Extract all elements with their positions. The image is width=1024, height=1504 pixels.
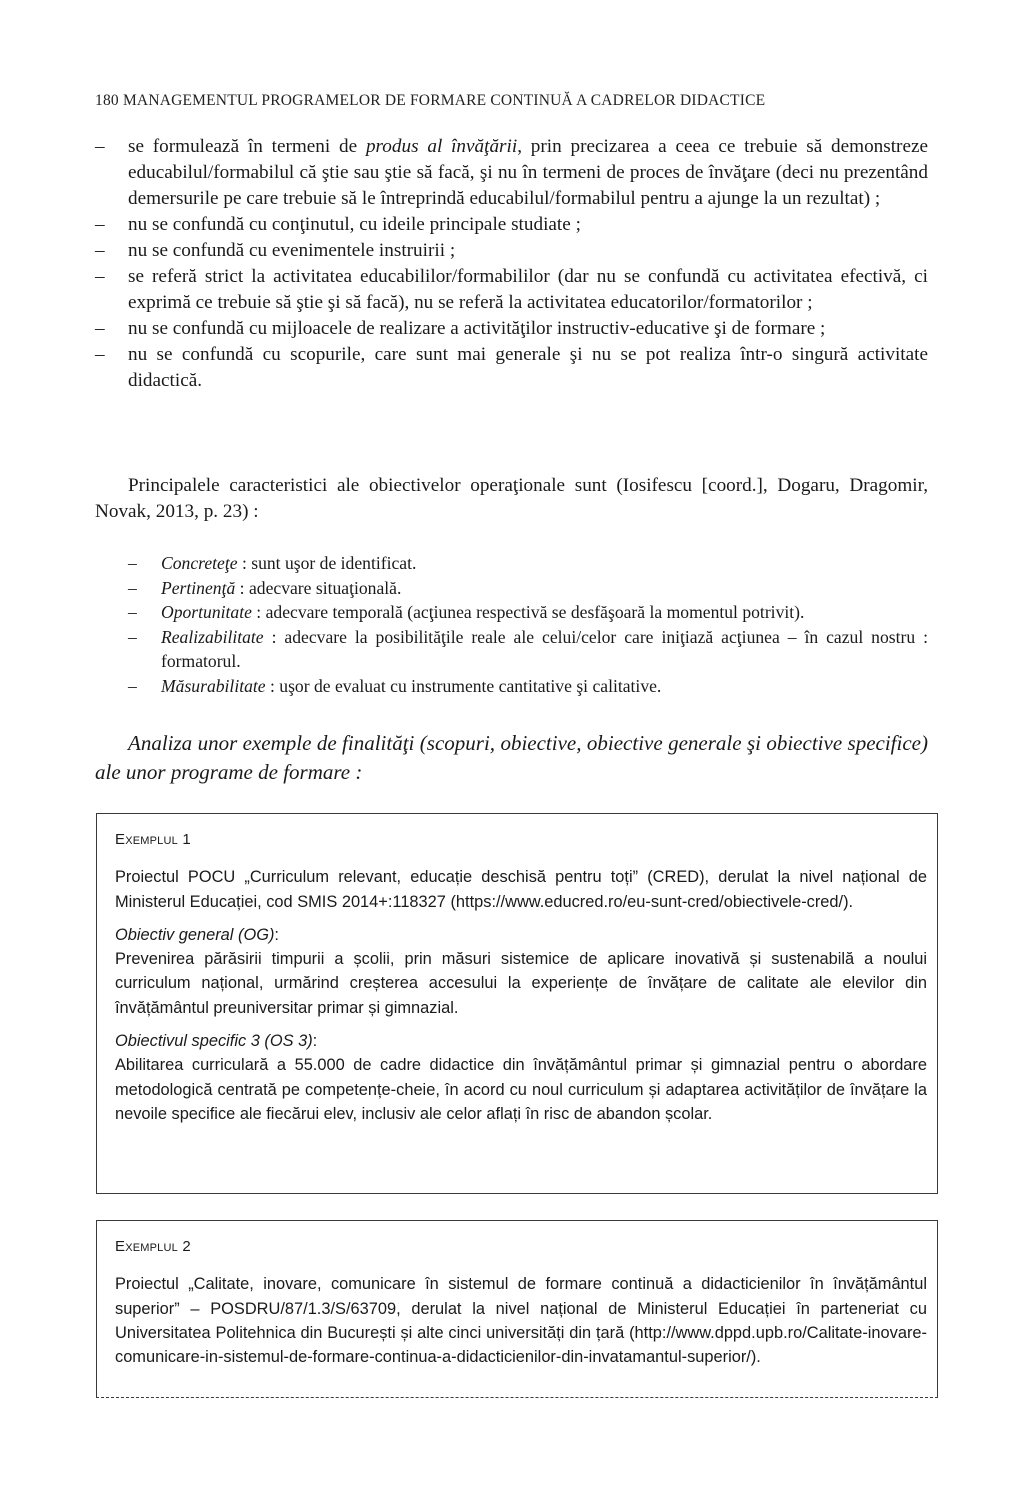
dash-bullet: –: [128, 602, 137, 622]
list-item-text: nu se confundă cu scopurile, care sunt mai generale şi nu se pot realiza într-o singură activitate didactică.: [128, 344, 928, 391]
list-item: [95, 600, 928, 625]
list-item: [95, 576, 928, 601]
dash-bullet: –: [128, 577, 137, 598]
separator: :: [237, 553, 252, 573]
list-item-emphasis: produs al învăţării: [365, 136, 518, 157]
list-item-text: se formulează în termeni de: [128, 136, 366, 157]
characteristic-term: Pertinenţă: [161, 577, 236, 598]
dash-bullet: –: [128, 553, 137, 573]
specific-objective-label: [115, 1029, 927, 1053]
list-item-text: nu se confundă cu conţinutul, cu ideile principale studiate ;: [128, 214, 581, 235]
characteristics-intro-block: [95, 473, 928, 525]
characteristic-description: adecvare temporală (acţiunea respectivă se desfăşoară la momentul potrivit).: [265, 602, 805, 622]
dash-bullet: –: [95, 136, 105, 157]
dash-bullet: –: [128, 626, 137, 647]
general-objective-label: [115, 923, 927, 947]
characteristic-description: adecvare la posibilităţile reale ale celui/celor care iniţiază acţiunea – în cazul nostru : formatorul.: [161, 626, 929, 671]
list-item: [95, 238, 928, 264]
separator: :: [235, 577, 249, 598]
list-item-text: se referă strict la activitatea educabililor/formabililor (dar nu se confundă cu activitatea efectivă, ci exprimă ce trebuie să ştie şi să facă), nu se referă la activitatea educatorilor/formatorilor ;: [128, 266, 928, 313]
list-item: [95, 134, 928, 212]
dash-bullet: –: [95, 318, 105, 339]
list-item-text: nu se confundă cu evenimentele instruirii ;: [128, 240, 456, 261]
characteristic-description: sunt uşor de identificat.: [251, 553, 417, 573]
list-item: [95, 212, 928, 238]
analysis-heading-block: [95, 729, 928, 787]
specific-objective-text: Abilitarea curriculară a 55.000 de cadre didactice din învățământul primar și gimnazial pentru o abordare metodologică centrată pe competențe-cheie, în acord cu noul curriculum și adaptarea activităților de învățare la nevoile specifice ale fiecărui elev, inclusiv ale celor aflați în risc de abandon școlar.: [115, 1056, 927, 1123]
characteristics-section: [95, 551, 928, 698]
example-description: Proiectul „Calitate, inovare, comunicare în sistemul de formare continuă a didacticienilor în învățământul superior” – POSDRU/87/1.3/S/63709, derulat la nivel național de Ministerul Educației în parteneriat cu Universitatea Politehnica din București și alte cinci universități din țară (http://www.dppd.upb.ro/Calitate-inovare-comunicare-in-sistemul-de-formare-continua-a-didacticienilor-din-invatamantul-superior/).: [115, 1275, 927, 1367]
list-item: [95, 316, 928, 342]
characteristic-description: uşor de evaluat cu instrumente cantitative şi calitative.: [279, 675, 662, 696]
separator: :: [251, 602, 266, 622]
example-box-1: [96, 813, 938, 1194]
characteristics-list: [95, 551, 928, 698]
general-objective-text: Prevenirea părăsirii timpurii a școlii, prin măsuri sistemice de aplicare inovativă și sustenabilă a noului curriculum național, urmărind creșterea accesului la experiențe de învățare de calitate ale elevilor din învățământul preuniversitar primar și gimnazial.: [115, 950, 927, 1017]
characteristic-term: Realizabilitate: [161, 626, 264, 647]
list-item-text: nu se confundă cu mijloacele de realizare a activităţilor instructiv-educative şi de formare ;: [128, 318, 826, 339]
criteria-list: [95, 134, 928, 394]
example-description: Proiectul POCU „Curriculum relevant, educație deschisă pentru toți” (CRED), derulat la nivel național de Ministerul Educației, cod SMIS 2014+:118327 (https://www.educred.ro/eu-sunt-cred/obiectivele-cred/).: [115, 868, 927, 911]
list-item: [95, 342, 928, 394]
criteria-section: [95, 134, 928, 394]
dash-bullet: –: [95, 266, 105, 287]
dash-bullet: –: [128, 675, 137, 696]
dash-bullet: –: [95, 344, 105, 365]
list-item: [95, 674, 928, 699]
characteristics-intro: Principalele caracteristici ale obiectivelor operaţionale sunt (Iosifescu [coord.], Dogaru, Dragomir, Novak, 2013, p. 23) :: [95, 475, 928, 522]
running-head: [95, 92, 935, 110]
list-item: [95, 264, 928, 316]
analysis-heading: Analiza unor exemple de finalităţi (scopuri, obiective, obiective generale şi obiective specifice) ale unor programe de formare :: [95, 731, 928, 784]
characteristic-term: Concreteţe: [161, 553, 238, 573]
list-item: [95, 625, 928, 674]
page-number: 180: [95, 92, 119, 109]
list-item: [95, 551, 928, 576]
running-head-title: MANAGEMENTUL PROGRAMELOR DE FORMARE CONTINUĂ A CADRELOR DIDACTICE: [122, 92, 766, 109]
separator: :: [263, 626, 285, 647]
dash-bullet: –: [95, 240, 105, 261]
colon: :: [274, 925, 279, 944]
example-box-2: [96, 1220, 938, 1398]
colon: :: [312, 1032, 318, 1051]
characteristic-term: Măsurabilitate: [161, 675, 266, 696]
characteristic-description: adecvare situaţională.: [248, 577, 402, 598]
example-title: Exemplul 1: [115, 831, 191, 848]
dash-bullet: –: [95, 214, 105, 235]
label-text: Obiectivul specific 3 (OS 3): [115, 1032, 313, 1051]
label-text: Obiectiv general (OG): [115, 925, 275, 944]
characteristic-term: Oportunitate: [161, 602, 252, 622]
separator: :: [265, 675, 280, 696]
example-title: Exemplul 2: [115, 1238, 191, 1255]
list-item-text: , prin precizarea a ceea ce trebuie să demonstreze educabilul/formabilul că ştie sau ştie să facă, şi nu în termeni de proces de învăţare (deci nu prezentând demersurile pe care trebuie să le întreprindă educabilul/formabilul pentru a ajunge la un rezultat) ;: [128, 136, 928, 209]
